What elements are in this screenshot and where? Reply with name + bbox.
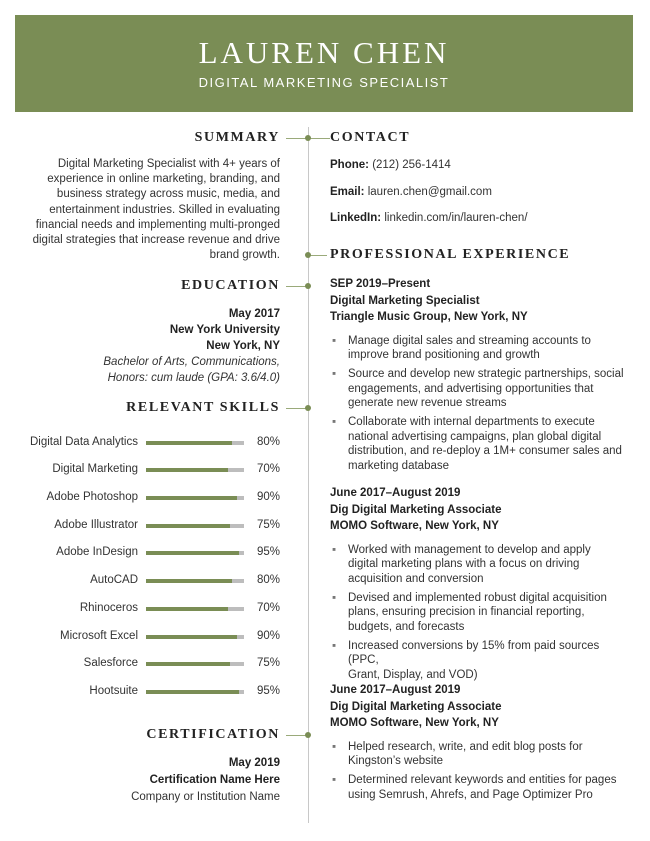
email-value[interactable]: lauren.chen@gmail.com [367, 186, 492, 198]
skill-row [20, 574, 280, 588]
skill-bar [146, 441, 244, 445]
skill-bar [146, 662, 244, 666]
job-company: MOMO Software, New York, NY [330, 520, 499, 532]
skill-row [20, 436, 280, 450]
candidate-name: LAUREN CHEN [198, 35, 450, 70]
bullet-line: plans, ensuring precision in financial reporting, [348, 606, 585, 618]
experience-connector [309, 255, 327, 256]
skill-bar-fill [146, 496, 237, 500]
bullet-line: digital marketing plans with a focus on driving [348, 558, 580, 570]
resume-header [15, 15, 633, 112]
skill-percent: 95% [256, 546, 280, 558]
skill-name: Hootsuite [89, 685, 138, 697]
job-company: Triangle Music Group, New York, NY [330, 311, 528, 323]
contact-linkedin [330, 212, 528, 224]
skill-name: Adobe InDesign [56, 546, 138, 558]
job-bullet [330, 543, 630, 587]
job-entry [330, 682, 630, 807]
certification-heading: CERTIFICATION [146, 727, 280, 742]
timeline-dot-summary [305, 135, 311, 141]
summary-heading: SUMMARY [194, 130, 280, 145]
bullet-line: Collaborate with internal departments to execute [348, 416, 595, 428]
job-dates: SEP 2019–Present [330, 278, 431, 290]
bullet-line: budgets, and forecasts [348, 620, 465, 633]
bullet-marker-icon: ▪ [332, 740, 337, 753]
bullet-line: Worked with management to develop and apply [348, 543, 591, 556]
skill-bar-fill [146, 662, 230, 666]
job-title: Dig Digital Marketing Associate [330, 700, 502, 713]
job-bullet [330, 740, 630, 769]
timeline-dot-experience [305, 252, 311, 258]
summary-line: experience in online marketing, branding, and [47, 173, 280, 186]
contact-heading: CONTACT [330, 130, 411, 145]
bullet-marker-icon: ▪ [332, 416, 337, 428]
job-title: Dig Digital Marketing Associate [330, 503, 502, 516]
bullet-line: Helped research, write, and edit blog posts for [348, 740, 583, 753]
skill-bar-fill [146, 524, 230, 528]
bullet-line: national advertising campaigns, plan global digital [348, 430, 602, 443]
education-heading: EDUCATION [181, 278, 280, 293]
contact-email [330, 186, 492, 198]
bullet-line: Manage digital sales and streaming accounts to [348, 334, 591, 347]
bullet-line: generate new revenue streams [348, 397, 507, 409]
education-date: May 2017 [228, 308, 280, 320]
skill-row [20, 685, 280, 699]
job-bullets [330, 543, 630, 683]
education-location: New York, NY [206, 340, 280, 352]
skill-bar [146, 579, 244, 583]
bullet-line: Determined relevant keywords and entities for pages [348, 774, 617, 786]
bullet-line: distribution, and re-deploy a 1M+ consumer sales and [348, 445, 622, 457]
skill-bar [146, 690, 244, 694]
skill-bar [146, 635, 244, 639]
certification-date: May 2019 [228, 757, 280, 769]
bullet-marker-icon: ▪ [332, 368, 337, 380]
skill-row [20, 657, 280, 671]
skill-bar [146, 468, 244, 472]
summary-line: digital strategies that increase revenue and drive [32, 234, 280, 247]
skill-percent: 90% [256, 630, 280, 642]
skill-name: Microsoft Excel [60, 630, 138, 642]
skill-bar [146, 524, 244, 528]
summary-line: financial needs and implementing multi-pronged [35, 218, 280, 231]
job-bullet [330, 415, 630, 473]
skill-row [20, 546, 280, 560]
summary-line: business strategy across music, media, and [56, 188, 280, 201]
summary-text [30, 157, 280, 263]
bullet-marker-icon: ▪ [332, 639, 337, 652]
email-label: Email: [330, 186, 365, 198]
skills-heading: RELEVANT SKILLS [126, 400, 280, 415]
experience-heading: PROFESSIONAL EXPERIENCE [330, 247, 571, 262]
skill-bar-fill [146, 441, 232, 445]
education-entry [30, 306, 280, 386]
phone-value[interactable]: (212) 256-1414 [372, 159, 451, 171]
skill-name: Digital Marketing [52, 463, 138, 475]
timeline-dot-education [305, 283, 311, 289]
skill-name: Adobe Photoshop [46, 491, 138, 503]
bullet-line: improve brand positioning and growth [348, 349, 540, 361]
certification-name: Certification Name Here [149, 774, 280, 786]
skill-percent: 75% [256, 657, 280, 669]
bullet-marker-icon: ▪ [332, 774, 337, 786]
skill-row [20, 519, 280, 533]
skill-bar [146, 496, 244, 500]
skill-bar-fill [146, 468, 228, 472]
job-bullet [330, 773, 630, 802]
job-dates: June 2017–August 2019 [330, 487, 461, 499]
job-bullet [330, 367, 630, 411]
linkedin-label: LinkedIn: [330, 212, 382, 224]
timeline-dot-certification [305, 732, 311, 738]
phone-label: Phone: [330, 159, 369, 171]
bullet-line: Source and develop new strategic partnerships, social [348, 368, 624, 380]
job-entry [330, 485, 630, 687]
contact-phone [330, 159, 451, 171]
bullet-marker-icon: ▪ [332, 543, 337, 556]
bullet-line: Kingston’s website [348, 755, 444, 767]
skill-bar-fill [146, 690, 239, 694]
education-honors: Honors: cum laude (GPA: 3.6/4.0) [107, 372, 280, 384]
job-bullet [330, 334, 630, 363]
bullet-line: Devised and implemented robust digital acquisition [348, 591, 607, 604]
skill-name: AutoCAD [90, 574, 138, 586]
skill-name: Digital Data Analytics [29, 436, 138, 448]
summary-line: brand growth. [209, 249, 280, 262]
summary-line: entertainment industries. Skilled in evaluating [49, 203, 280, 216]
linkedin-value[interactable]: linkedin.com/in/lauren-chen/ [384, 212, 528, 224]
job-dates: June 2017–August 2019 [330, 684, 461, 696]
job-company: MOMO Software, New York, NY [330, 717, 499, 729]
skill-percent: 80% [256, 574, 280, 586]
skill-bar-fill [146, 551, 239, 555]
timeline-dot-skills [305, 405, 311, 411]
skill-row [20, 602, 280, 616]
certification-entry [30, 755, 280, 806]
skill-percent: 70% [256, 602, 280, 614]
job-bullet [330, 591, 630, 635]
bullet-marker-icon: ▪ [332, 334, 337, 347]
skill-row [20, 491, 280, 505]
skill-bar [146, 607, 244, 611]
bullet-line: Increased conversions by 15% from paid sources (PPC, [348, 639, 600, 666]
skill-name: Adobe Illustrator [54, 519, 138, 531]
bullet-line: acquisition and conversion [348, 572, 484, 585]
skill-bar-fill [146, 579, 232, 583]
skill-percent: 75% [256, 519, 280, 531]
job-bullet [330, 639, 630, 683]
candidate-title: DIGITAL MARKETING SPECIALIST [198, 75, 450, 90]
certification-org: Company or Institution Name [131, 791, 280, 803]
skill-bar [146, 551, 244, 555]
skill-percent: 90% [256, 491, 280, 503]
skill-name: Salesforce [83, 657, 138, 669]
bullet-marker-icon: ▪ [332, 591, 337, 604]
job-entry [330, 276, 630, 478]
skill-percent: 70% [256, 463, 280, 475]
education-school: New York University [169, 324, 280, 336]
summary-line: Digital Marketing Specialist with 4+ years of [57, 158, 280, 170]
bullet-line: Grant, Display, and VOD) [348, 668, 478, 681]
skill-row [20, 630, 280, 644]
timeline-spine [308, 127, 309, 823]
skill-percent: 80% [256, 436, 280, 448]
skill-bar-fill [146, 607, 228, 611]
job-bullets [330, 740, 630, 803]
job-bullets [330, 334, 630, 474]
skill-name: Rhinoceros [79, 602, 138, 614]
education-degree: Bachelor of Arts, Communications, [103, 356, 280, 368]
skill-row [20, 463, 280, 477]
skill-percent: 95% [256, 685, 280, 697]
bullet-line: using Semrush, Ahrefs, and Page Optimizer Pro [348, 788, 593, 801]
job-title: Digital Marketing Specialist [330, 294, 480, 307]
bullet-line: marketing database [348, 459, 450, 472]
bullet-line: engagements, and advertising opportunities that [348, 382, 594, 395]
skill-bar-fill [146, 635, 237, 639]
